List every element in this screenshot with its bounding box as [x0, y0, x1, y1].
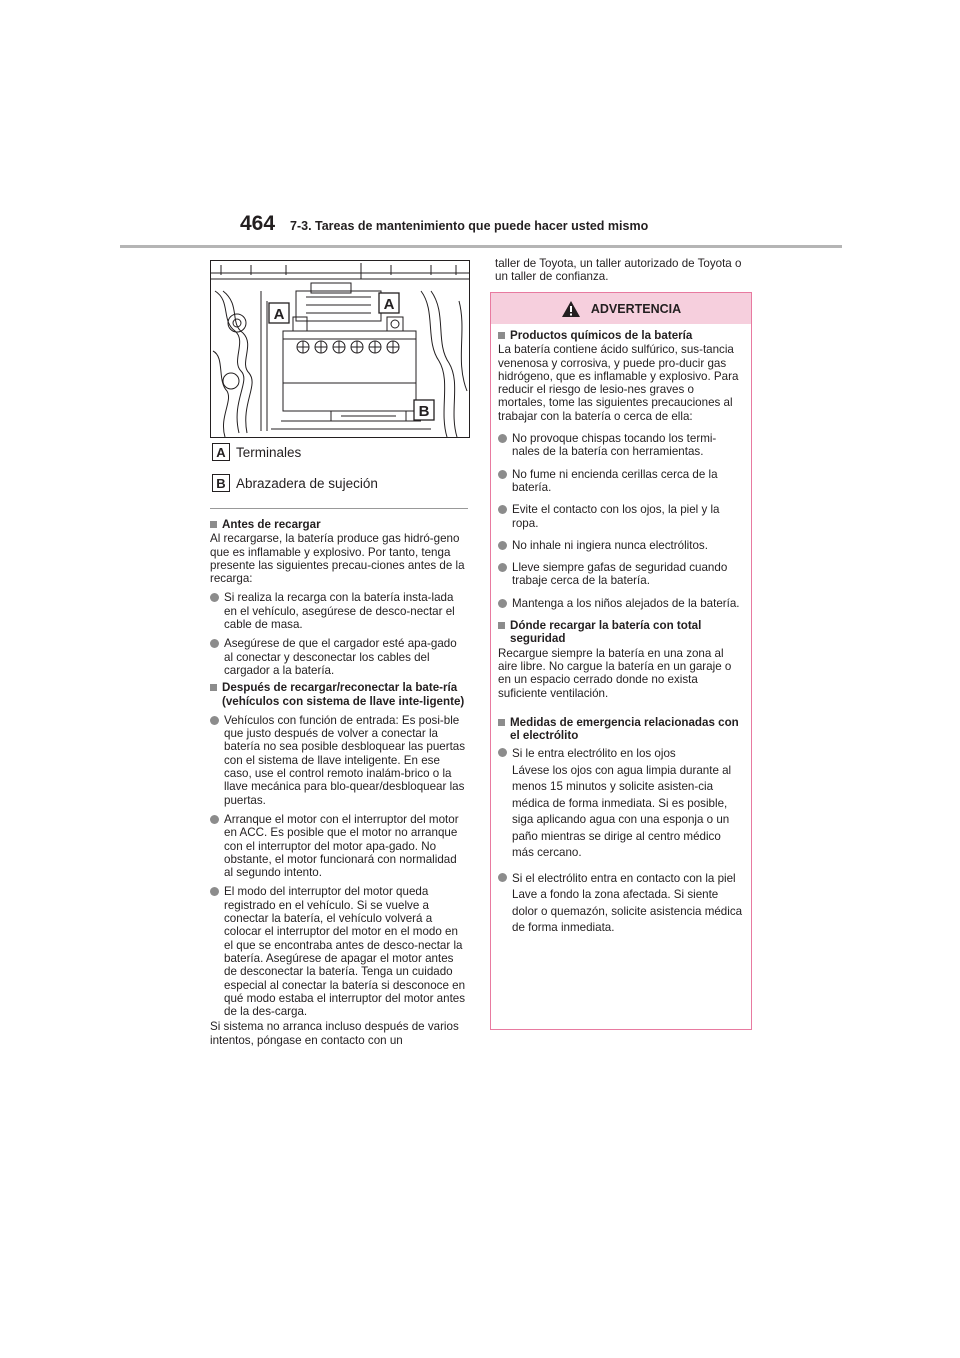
warning-body [491, 324, 751, 937]
circle-bullet-icon [498, 470, 507, 479]
square-bullet-icon [498, 719, 505, 726]
callout-a-left: A [273, 306, 285, 323]
right-column-continuation: taller de Toyota, un taller autorizado de Toyota o un taller de confianza. [495, 257, 742, 284]
callout-b: B [418, 403, 430, 420]
page-number: 464 [240, 212, 276, 235]
list-item: No provoque chispas tocando los termi-nales de la batería con herramientas. [498, 432, 743, 459]
paragraph: Recargue siempre la batería en una zona al aire libre. No cargue la batería en un garaje o en un espacio cerrado donde no exista suficiente ventilación. [498, 646, 732, 700]
circle-bullet-icon [498, 599, 507, 608]
warning-title: ADVERTENCIA [590, 301, 682, 316]
list-item: No fume ni encienda cerillas cerca de la batería. [498, 468, 743, 495]
warning-triangle-icon [561, 300, 581, 318]
square-bullet-icon [498, 622, 505, 629]
circle-bullet-icon [210, 639, 219, 648]
circle-bullet-icon [498, 541, 507, 550]
square-bullet-icon [210, 521, 217, 528]
list-item: El modo del interruptor del motor queda registrado en el vehículo. Si se vuelve a conectar la batería, el vehículo volverá a colocar el interruptor del motor en el modo en el que se encontraba antes de desco-nectar la batería. Asegúrese de apagar el motor antes de desconectar la batería. Tenga un cuidado especial al conectar la batería si desconoce en qué modo estaba el interruptor del motor antes de la des-carga. [210, 885, 468, 1018]
battery-illustration [210, 260, 470, 438]
section-title: 7-3. Tareas de mantenimiento que puede hacer usted mismo [290, 219, 649, 233]
warning-box [490, 292, 752, 1030]
square-bullet-icon [210, 684, 217, 691]
callout-a-right: A [383, 296, 395, 313]
circle-bullet-icon [498, 434, 507, 443]
subheading-despues: Después de recargar/reconectar la bate-ría (vehículos con sistema de llave inte-ligente) [210, 681, 468, 708]
circle-bullet-icon [498, 748, 507, 757]
circle-bullet-icon [210, 815, 219, 824]
warning-header [491, 293, 751, 324]
list-item: Arranque el motor con el interruptor del motor en ACC. Es posible que el motor no arranque con el interruptor del motor apa-gado. No obstante, el motor funcionará con normalidad al segundo intento. [210, 813, 468, 879]
callout-labels [269, 293, 434, 420]
list-item: Lleve siempre gafas de seguridad cuando trabaje cerca de la batería. [498, 561, 743, 588]
circle-bullet-icon [210, 593, 219, 602]
left-column [210, 514, 468, 1047]
subheading-productos: Productos químicos de la batería [498, 329, 743, 342]
circle-bullet-icon [498, 505, 507, 514]
square-bullet-icon [498, 332, 505, 339]
list-item: Asegúrese de que el cargador esté apa-gado al conectar y desconectar los cables del cargador a la batería. [210, 637, 468, 677]
list-item: No inhale ni ingiera nunca electrólitos. [498, 539, 743, 552]
list-item: Vehículos con función de entrada: Es posi-ble que justo después de volver a conectar la batería no sea posible desbloquear las puertas con el sistema de llave inteligente. En ese caso, use el control remoto inalám-brico o la llave mecánica para blo-quear/desbloquear las puertas. [210, 714, 468, 807]
circle-bullet-icon [210, 716, 219, 725]
list-item: Si le entra electrólito en los ojos Lávese los ojos con agua limpia durante al menos 15 minutos y solicite asisten-cia médica de forma inmediata. Si es posible, siga aplicando agua con una esponja o un paño mientras se dirige al centro médico más cercano. [498, 746, 743, 862]
legend-letter-a: A [212, 443, 230, 461]
subheading-donde: Dónde recargar la batería con total seguridad [498, 619, 743, 646]
header-rule [120, 245, 842, 248]
legend-letter-b: B [212, 474, 230, 492]
legend-abrazadera [212, 474, 378, 492]
legend-text-terminales: Terminales [236, 444, 302, 460]
paragraph: Al recargarse, la batería produce gas hidró-geno que es inflamable y explosivo. Por tanto, tenga presente las siguientes precau-ciones antes de la recarga: [210, 532, 465, 586]
list-item: Mantenga a los niños alejados de la batería. [498, 597, 743, 610]
paragraph: Si sistema no arranca incluso después de varios intentos, póngase en contacto con un [210, 1020, 459, 1047]
legend-divider [210, 508, 468, 509]
subheading-antes: Antes de recargar [210, 518, 468, 531]
legend-text-abrazadera: Abrazadera de sujeción [236, 475, 378, 491]
circle-bullet-icon [498, 563, 507, 572]
subheading-medidas: Medidas de emergencia relacionadas con el electrólito [498, 716, 743, 743]
circle-bullet-icon [210, 887, 219, 896]
circle-bullet-icon [498, 873, 507, 882]
list-item: Evite el contacto con los ojos, la piel y la ropa. [498, 503, 743, 530]
legend-terminales [212, 443, 301, 461]
engine-bay-drawing [211, 261, 469, 437]
list-item: Si realiza la recarga con la batería insta-lada en el vehículo, asegúrese de desco-nectar el cable de masa. [210, 591, 468, 631]
paragraph: La batería contiene ácido sulfúrico, sus-tancia venenosa y corrosiva, y puede pro-ducir gas hidrógeno, que es inflamable y explosivo. Para reducir el riesgo de lesio-nes graves o mortales, tome las siguientes precauciones al trabajar con la batería o cerca de ella: [498, 343, 739, 423]
list-item: Si el electrólito entra en contacto con la piel Lave a fondo la zona afectada. Si siente dolor o quemazón, solicite asistencia médica de forma inmediata. [498, 871, 743, 937]
